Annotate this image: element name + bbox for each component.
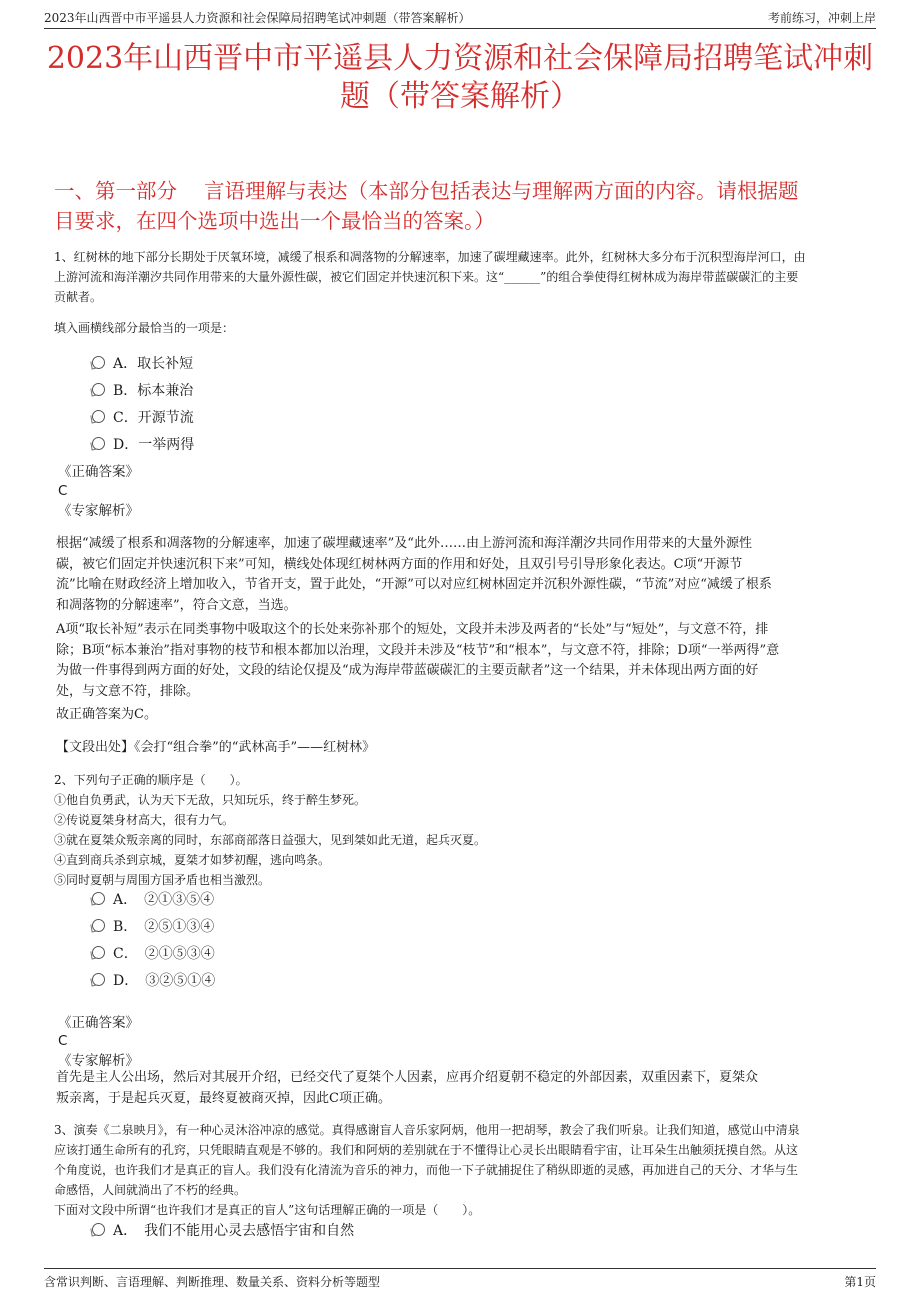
q2-item: ⑤同时夏朝与周围方国矛盾也相当激烈。 bbox=[54, 873, 271, 887]
q3-stem-line: 个角度说，也许我们才是真正的盲人。我们没有化清流为音乐的神力，而他一下子就捕捉住了稍纵即逝的灵感，再加进自己的天分、才华与生 bbox=[54, 1163, 799, 1177]
q2-option-b[interactable] bbox=[92, 915, 214, 939]
option-label: D．一举两得 bbox=[113, 437, 195, 453]
radio-icon[interactable] bbox=[92, 973, 105, 986]
q2-item: ①他自负勇武，认为天下无敌，只知玩乐，终于醉生梦死。 bbox=[54, 793, 367, 807]
q1-analysis-paragraph-2 bbox=[56, 620, 864, 702]
q2-item: ④直到商兵杀到京城，夏桀才如梦初醒，逃向鸣条。 bbox=[54, 853, 331, 867]
q1-analysis-paragraph-1 bbox=[56, 534, 864, 616]
q2-answer: C bbox=[58, 1033, 68, 1049]
q1-prompt: 填入画横线部分最恰当的一项是： bbox=[54, 321, 235, 335]
q1-stem-line: 1、红树林的地下部分长期处于厌氧环境，减缓了根系和凋落物的分解速率，加速了碳埋藏速率。此外，红树林大多分布于沉积型海岸河口，由 bbox=[54, 250, 806, 264]
q2-option-a[interactable] bbox=[92, 888, 214, 912]
q1-source: 【文段出处】《会打“组合拳”的“武林高手”——红树林》 bbox=[56, 740, 376, 755]
title-line-2: 题（带答案解析） bbox=[340, 79, 580, 114]
q2-item: ③就在夏桀众叛亲离的同时，东部商部落日益强大，见到桀如此无道，起兵灭夏。 bbox=[54, 833, 487, 847]
radio-icon[interactable] bbox=[92, 946, 105, 959]
analysis-line: 碳，被它们固定并快速沉积下来”可知，横线处体现红树林两方面的作用和好处，且双引号引导形象化表达。C项“开源节 bbox=[56, 556, 743, 572]
option-label: C． ②①⑤③④ bbox=[113, 946, 215, 962]
q1-analysis-label: 《专家解析》 bbox=[58, 503, 139, 519]
radio-icon[interactable] bbox=[92, 892, 105, 905]
analysis-line: 根据“减缓了根系和凋落物的分解速率，加速了碳埋藏速率”及“此外……由上游河流和海洋潮汐共同作用带来的大量外源性 bbox=[56, 536, 752, 551]
analysis-line: 处，与文意不符，排除。 bbox=[56, 683, 200, 699]
q2-answer-label: 《正确答案》 bbox=[58, 1015, 139, 1031]
analysis-line: 除；B项“标本兼治”指对事物的枝节和根本都加以治理，文段并未涉及“枝节”和“根本”，与文意不符，排除；D项“一举两得”意 bbox=[56, 642, 780, 658]
option-label: B．标本兼治 bbox=[113, 383, 194, 399]
q2-item: ②传说夏桀身材高大，很有力气。 bbox=[54, 813, 235, 827]
q1-option-d[interactable] bbox=[92, 433, 194, 457]
section-heading-line-2: 目要求，在四个选项中选出一个最恰当的答案。） bbox=[54, 209, 495, 233]
q3-stem-line: 命感悟，人间就淌出了不朽的经典。 bbox=[54, 1183, 247, 1197]
q1-stem bbox=[54, 247, 866, 307]
q3-stem bbox=[54, 1120, 866, 1220]
radio-icon[interactable] bbox=[92, 356, 105, 369]
q2-items bbox=[54, 790, 866, 890]
analysis-line: 流”比喻在财政经济上增加收入，节省开支，置于此处，“开源”可以对应红树林固定并沉积外源性碳，“节流”对应“减缓了根系 bbox=[56, 577, 772, 592]
q3-stem-line: 下面对文段中所谓“也许我们才是真正的盲人”这句话理解正确的一项是（ ）。 bbox=[54, 1203, 481, 1217]
page-header bbox=[44, 8, 876, 29]
option-label: A． 我们不能用心灵去感悟宇宙和自然 bbox=[113, 1223, 355, 1239]
option-label: C．开源节流 bbox=[113, 410, 194, 426]
header-document-title: 2023年山西晋中市平遥县人力资源和社会保障局招聘笔试冲刺题（带答案解析） bbox=[44, 11, 471, 25]
footer-description: 含常识判断、言语理解、判断推理、数量关系、资料分析等题型 bbox=[44, 1275, 381, 1289]
q3-option-a[interactable] bbox=[92, 1219, 354, 1243]
section-heading bbox=[54, 176, 870, 236]
page-number: 第1页 bbox=[844, 1275, 876, 1289]
q1-conclusion: 故正确答案为C。 bbox=[56, 707, 157, 722]
q1-answer: C bbox=[58, 483, 68, 499]
q2-analysis-label: 《专家解析》 bbox=[58, 1053, 139, 1069]
q1-answer-label: 《正确答案》 bbox=[58, 464, 139, 480]
analysis-line: 叛亲离，于是起兵灭夏，最终夏被商灭掉，因此C项正确。 bbox=[56, 1090, 391, 1106]
section-heading-line-1: 一、第一部分 言语理解与表达（本部分包括表达与理解两方面的内容。请根据题 bbox=[54, 179, 799, 203]
radio-icon[interactable] bbox=[92, 437, 105, 450]
analysis-line: A项“取长补短”表示在同类事物中吸取这个的长处来弥补那个的短处，文段并未涉及两者的“长处”与“短处”，与文意不符，排 bbox=[56, 622, 769, 637]
radio-icon[interactable] bbox=[92, 919, 105, 932]
option-label: D． ③②⑤①④ bbox=[113, 973, 216, 989]
title-line-1: 2023年山西晋中市平遥县人力资源和社会保障局招聘笔试冲刺 bbox=[46, 41, 874, 76]
analysis-line: 首先是主人公出场，然后对其展开介绍，已经交代了夏桀个人因素，应再介绍夏朝不稳定的外部因素，双重因素下，夏桀众 bbox=[56, 1070, 759, 1085]
page-title bbox=[40, 40, 880, 116]
q1-stem-line: 上游河流和海洋潮汐共同作用带来的大量外源性碳，被它们固定并快速沉积下来。这“______”的组合拳使得红树林成为海岸带蓝碳碳汇的主要 bbox=[54, 270, 799, 284]
q2-stem: 2、下列句子正确的顺序是（ ）。 bbox=[54, 773, 248, 787]
analysis-line: 和凋落物的分解速率”，符合文意，当选。 bbox=[56, 597, 297, 613]
q3-stem-line: 应该打通生命所有的孔窍，只凭眼睛直观是不够的。我们和阿炳的差别就在于不懂得让心灵长出眼睛看宇宙，让耳朵生出触须抚摸自然。从这 bbox=[54, 1143, 799, 1157]
q1-stem-line: 贡献者。 bbox=[54, 290, 103, 304]
radio-icon[interactable] bbox=[92, 383, 105, 396]
option-label: A．取长补短 bbox=[113, 356, 194, 372]
q1-option-b[interactable] bbox=[92, 379, 193, 403]
q2-option-c[interactable] bbox=[92, 942, 215, 966]
radio-icon[interactable] bbox=[92, 410, 105, 423]
header-slogan: 考前练习，冲刺上岸 bbox=[767, 11, 876, 25]
q2-analysis bbox=[56, 1068, 864, 1109]
q3-stem-line: 3、演奏《二泉映月》，有一种心灵沐浴冲凉的感觉。真得感谢盲人音乐家阿炳，他用一把胡琴，教会了我们听泉。让我们知道，感觉山中清泉 bbox=[54, 1123, 800, 1137]
option-label: B． ②⑤①③④ bbox=[113, 919, 215, 935]
analysis-line: 为做一件事得到两方面的好处，文段的结论仅提及“成为海岸带蓝碳碳汇的主要贡献者”这一个结果，并未体现出两方面的好 bbox=[56, 663, 759, 678]
q1-option-c[interactable] bbox=[92, 406, 194, 430]
q2-option-d[interactable] bbox=[92, 969, 215, 993]
radio-icon[interactable] bbox=[92, 1223, 105, 1236]
option-label: A． ②①③⑤④ bbox=[113, 892, 215, 908]
page-footer bbox=[44, 1268, 876, 1291]
q1-option-a[interactable] bbox=[92, 352, 193, 376]
